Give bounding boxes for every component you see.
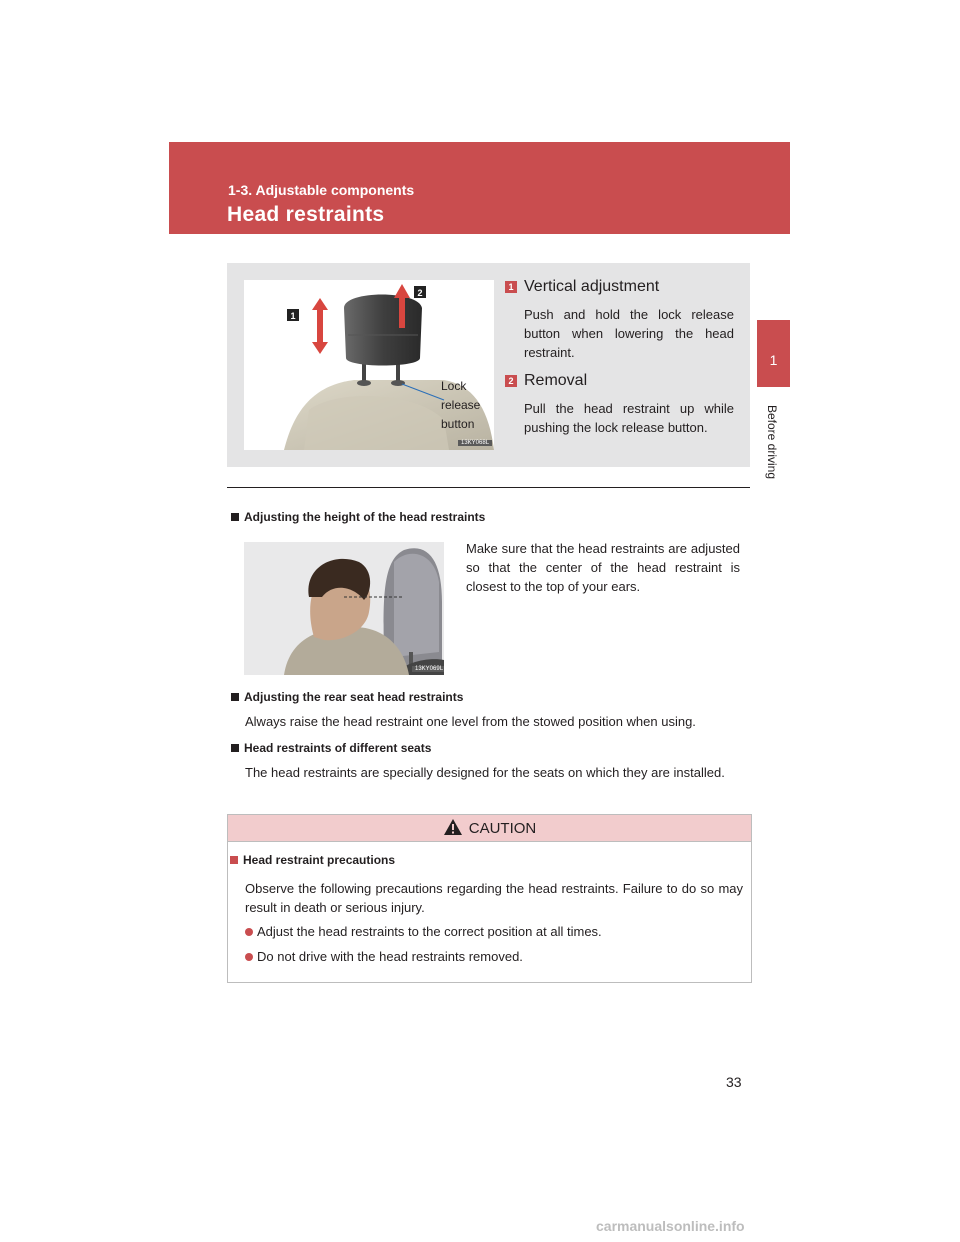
- bullet-dot-icon: [245, 953, 253, 961]
- warning-triangle-icon: [443, 818, 463, 836]
- bullet-dot-icon: [245, 928, 253, 936]
- head-position-illustration: [244, 542, 444, 675]
- svg-text:1: 1: [290, 311, 296, 321]
- caution-bullet-text: Adjust the head restraints to the correct position at all times.: [257, 924, 602, 939]
- lock-label-line: release: [441, 398, 481, 412]
- caution-heading-text: Head restraint precautions: [243, 853, 396, 867]
- caution-title: [228, 818, 751, 837]
- section-heading-text: Head restraints of different seats: [244, 741, 432, 755]
- caution-bar: [228, 815, 751, 842]
- step-badge: 1: [505, 281, 517, 293]
- section-text: Always raise the head restraint one level from the stowed position when using.: [245, 714, 696, 729]
- caution-title-text: CAUTION: [468, 820, 537, 837]
- section-heading: [231, 741, 431, 755]
- section-heading: [231, 510, 485, 524]
- chapter-label-text: Before driving: [765, 404, 779, 480]
- page-number: 33: [726, 1074, 742, 1090]
- page-title: Head restraints: [227, 203, 385, 226]
- section-heading-text: Adjusting the height of the head restraints: [244, 510, 486, 524]
- figure-code: 13KY068L: [458, 440, 492, 446]
- divider: [227, 487, 750, 488]
- step-title: Removal: [524, 372, 588, 389]
- chapter-header: [169, 142, 790, 234]
- svg-text:2: 2: [417, 288, 423, 298]
- square-bullet-icon: [231, 693, 239, 701]
- figure-code: 13KY069L: [412, 666, 444, 672]
- caution-bullet: [245, 949, 523, 964]
- square-bullet-icon: [231, 513, 239, 521]
- caution-bullet-text: Do not drive with the head restraints removed.: [257, 949, 523, 964]
- section-heading-text: Adjusting the rear seat head restraints: [244, 690, 464, 704]
- caution-bullet: [245, 924, 602, 939]
- section-text: Make sure that the head restraints are adjusted so that the center of the head restraint is closest to the top of your ears.: [466, 541, 740, 594]
- caution-box: [227, 814, 752, 983]
- watermark: carmanualsonline.info: [596, 1218, 745, 1234]
- chapter-side-label: [760, 392, 784, 492]
- caution-text: Observe the following precautions regarding the head restraints. Failure to do so may result in death or serious injury.: [245, 881, 743, 915]
- section-label: 1-3. Adjustable components: [228, 182, 415, 198]
- lock-label-line: Lock: [441, 379, 467, 393]
- step-description: Pull the head restraint up while pushing the lock release button.: [524, 401, 734, 435]
- chapter-tab: [757, 320, 790, 387]
- chapter-number: 1: [769, 352, 778, 368]
- square-bullet-icon: [231, 744, 239, 752]
- lock-label-line: button: [441, 417, 475, 431]
- lock-release-label: [441, 377, 480, 434]
- step-badge: 2: [505, 375, 517, 387]
- square-bullet-icon: [230, 856, 238, 864]
- step-description: Push and hold the lock release button when lowering the head restraint.: [524, 307, 734, 360]
- caution-heading: [230, 853, 395, 867]
- step-title: Vertical adjustment: [524, 278, 660, 295]
- section-text: The head restraints are specially designed for the seats on which they are installed.: [245, 765, 725, 780]
- section-heading: [231, 690, 463, 704]
- height-figure: [244, 542, 444, 675]
